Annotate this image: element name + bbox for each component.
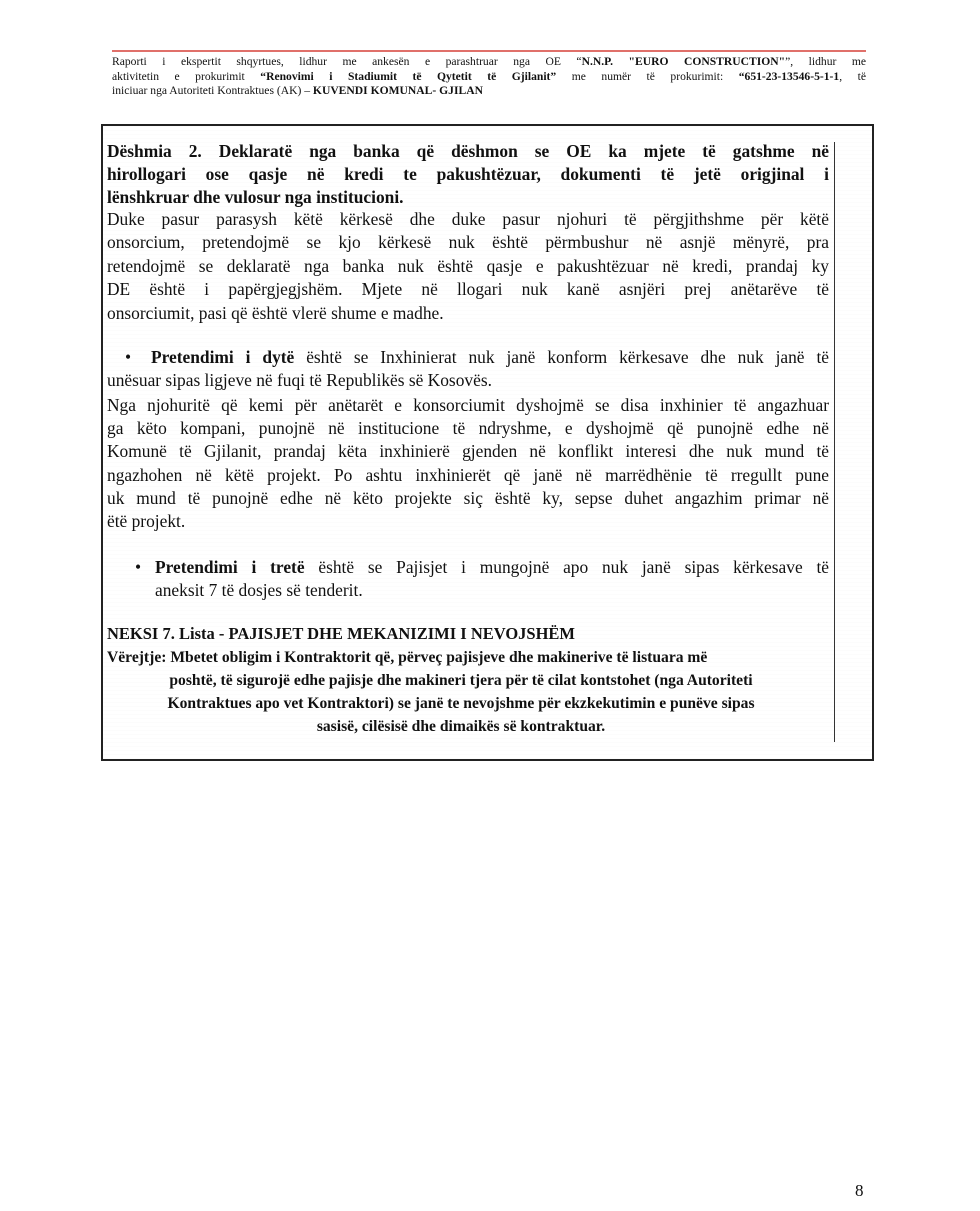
header-line-3 <box>112 84 866 99</box>
header-line-2-e: , të <box>839 69 866 83</box>
claim-2-title: Pretendimi i dytë <box>151 347 295 367</box>
bullet-icon: • <box>134 557 142 577</box>
report-header <box>112 50 866 99</box>
header-operator-name: N.N.P. "EURO CONSTRUCTION" <box>581 55 786 68</box>
annex-note-line: Vërejtje: Mbetet obligim i Kontraktorit që, përveç pajisjeve dhe makinerive të listuara më <box>107 649 708 666</box>
header-authority-name: KUVENDI KOMUNAL- GJILAN <box>312 84 483 98</box>
header-line-1-a: Raporti i ekspertit shqyrtues, lidhur me ankesën e parashtruar nga OE “ <box>112 55 582 68</box>
claim-3 <box>125 556 829 602</box>
paragraph-engineers <box>107 394 829 533</box>
claim-2-line-2: unësuar sipas ligjeve në fuqi të Republikës së Kosovës. <box>107 370 492 390</box>
header-line-2-c: me numër të prokurimit: <box>556 69 739 83</box>
claim-3-text-block <box>155 556 829 602</box>
scan-border-line <box>834 142 835 742</box>
paragraph-line: onsorcium, pretendojmë se kjo kërkesë nuk është përmbushur në asnjë mënyrë, pra <box>107 232 829 253</box>
header-procurement-title: “Renovimi i Stadiumit të Qytetit të Gjilanit” <box>260 69 557 83</box>
evidence-line-3: lënshkruar dhe vulosur nga institucioni. <box>107 187 404 207</box>
claim-2-text: është se Inxhinierat nuk janë konform kërkesave dhe nuk janë të <box>294 347 829 367</box>
bullet-icon: • <box>125 347 132 367</box>
header-line-1 <box>112 55 866 70</box>
evidence-line-1: Dëshmia 2. Deklaratë nga banka që dëshmon se OE ka mjete të gatshme në <box>107 141 829 161</box>
page-number: 8 <box>855 1181 864 1200</box>
annex-note-line: sasisë, cilësisë dhe dimaikës së kontraktuar. <box>316 718 606 735</box>
header-line-1-c: ”, lidhur me <box>785 55 867 68</box>
annex-7-title: NEKSI 7. Lista - PAJISJET DHE MEKANIZIMI I NEVOJSHËM <box>107 624 576 643</box>
header-line-2-a: aktivitetin e prokurimit <box>112 69 261 83</box>
scanned-excerpt <box>101 124 874 761</box>
evidence-line-2: hirollogari ose qasje në kredi te pakushtëzuar, dokumenti të jetë origjinal i <box>107 164 829 184</box>
claim-3-line-2: aneksit 7 të dosjes së tenderit. <box>155 580 363 600</box>
paragraph-line: uk mund të punojnë edhe në këto projekte siç është ky, sepse duhet angazhim primar në <box>107 487 829 508</box>
paragraph-line: Komunë të Gjilanit, prandaj këta inxhinierë gjenden në konflikt interesi dhe nuk mund të <box>107 441 829 462</box>
evidence-2-heading <box>107 140 829 209</box>
header-text <box>112 55 866 99</box>
paragraph-line: retendojmë se deklaratë nga banka nuk është qasje e pakushtëzuar në kredi, prandaj ky <box>107 255 829 276</box>
header-line-3-a: iniciuar nga Autoriteti Kontraktues (AK) – <box>112 84 313 98</box>
claim-2 <box>107 346 829 392</box>
paragraph-line: ëtë projekt. <box>107 511 186 532</box>
paragraph-line: ga këto kompani, punojnë në institucione të ndryshme, e dyshojmë që punojnë edhe në <box>107 418 829 439</box>
paragraph-line: Duke pasur parasysh këtë kërkesë dhe duke pasur njohuri të përgjithshme për këtë <box>107 209 829 229</box>
claim-3-title: Pretendimi i tretë <box>155 557 305 577</box>
annex-note-line: poshtë, të sigurojë edhe pajisje dhe makineri tjera për të cilat kontstohet (nga Autoriteti <box>169 672 753 689</box>
annex-7-note <box>107 646 815 738</box>
claim-2-line-1 <box>107 346 829 369</box>
paragraph-line: Nga njohuritë që kemi për anëtarët e konsorciumit dyshojmë se disa inxhinier të angazhuar <box>107 395 829 415</box>
paragraph-line: onsorciumit, pasi që është vlerë shume e madhe. <box>107 302 444 323</box>
paragraph-line: DE është i papërgjegjshëm. Mjete në llogari nuk kanë asnjëri prej anëtarëve të <box>107 279 829 300</box>
claim-3-line-1 <box>155 556 829 579</box>
annex-note-line: Kontraktues apo vet Kontraktori) se janë te nevojshme për ekzkekutimin e punëve sipas <box>167 695 755 712</box>
claim-3-text: është se Pajisjet i mungojnë apo nuk janë sipas kërkesave të <box>304 557 829 577</box>
header-procurement-number: “651-23-13546-5-1-1 <box>738 69 840 83</box>
paragraph-line: ngazhohen në këtë projekt. Po ashtu inxhinierët që janë në marrëdhënie të rregullt pune <box>107 464 829 485</box>
header-line-2 <box>112 70 866 85</box>
header-rule <box>112 50 866 52</box>
paragraph-consortium <box>107 208 829 325</box>
